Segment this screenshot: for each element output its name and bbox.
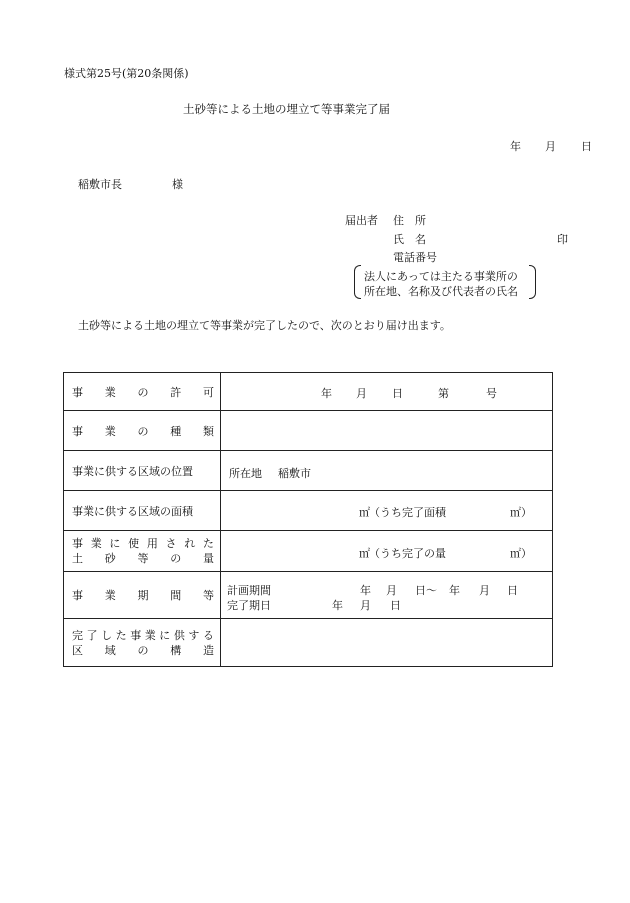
label-char: 可 [203,385,214,399]
row-label-period [64,572,221,619]
permit-value-cell [221,373,553,411]
row-label-line1 [72,536,214,551]
volume-value-cell [221,531,553,572]
location-city: 稲敷市 [278,467,311,480]
date-month: 月 [545,140,556,153]
label-char: 区 [72,643,83,657]
seal-mark: 印 [557,233,568,246]
table-row [64,451,553,491]
label-char: の [137,424,149,438]
done-label: 完了期日 [227,599,271,612]
plan-label: 計画期間 [227,584,271,597]
label-char: 造 [203,643,214,657]
label-char: 使 [128,537,140,550]
label-char: さ [165,537,177,550]
label-char: 完 [72,628,83,642]
label-char: 業 [104,385,116,399]
label-char: 事 [72,424,83,438]
type-value-cell [221,411,553,451]
label-char: 事 [72,589,83,602]
table-row [64,572,553,619]
label-char: た [115,628,127,642]
row-label-location [64,451,221,491]
address-label: 住 所 [393,214,426,227]
label-char: 許 [170,385,182,399]
date-day: 日 [581,140,592,153]
permit-go: 号 [486,387,497,400]
row-label-text [72,587,214,603]
label-char: 構 [170,643,182,657]
permit-year: 年 [321,387,332,400]
label-char: 業 [104,589,116,602]
corporate-note-line1: 法人にあっては主たる事業所の [364,270,518,283]
label-char: 砂 [104,552,116,565]
form-number: 様式第25号(第20条関係) [64,67,189,80]
label-char: 等 [203,589,214,602]
label-char: 事 [72,385,83,399]
row-label-line2 [72,643,214,658]
label-char: し [101,628,113,642]
row-label-text [72,384,214,400]
table-row [64,411,553,451]
area-value-cell [221,491,553,531]
table-row [64,531,553,572]
permit-no: 第 [438,387,449,400]
area-note-close: ㎡） [510,506,532,519]
area-note-open: （うち完了面積 [369,506,446,519]
row-label-volume [64,531,221,572]
label-char: 業 [90,537,102,550]
phone-label: 電話番号 [393,251,437,264]
addressee-name: 稲敷市長 [78,178,122,191]
applicant-label: 届出者 [345,214,378,227]
permit-day: 日 [392,387,403,400]
label-char: た [202,537,214,550]
label-char: 土 [72,552,83,565]
label-char: れ [184,537,196,550]
done-year: 年 [332,599,343,612]
plan-range-sep: 日～ [415,584,437,597]
label-char: の [137,385,149,399]
completion-table [63,372,553,667]
row-label-text [72,423,214,439]
plan-end-year: 年 [449,584,460,597]
plan-start-year: 年 [360,584,371,597]
label-char: る [202,628,214,642]
label-char: 種 [170,424,182,438]
label-char: 業 [104,424,116,438]
volume-note-open: （うち完了の量 [369,547,446,560]
label-char: す [188,628,200,642]
row-label-text: 事業に供する区域の位置 [72,464,193,478]
label-char: 了 [86,628,98,642]
label-char: 事 [72,537,83,550]
name-label: 氏 名 [393,233,426,246]
label-char: の [170,552,182,565]
done-month: 月 [360,599,371,612]
volume-unit: ㎡ [359,547,370,560]
plan-start-month: 月 [386,584,397,597]
corporate-note-line2: 所在地、名称及び代表者の氏名 [364,285,518,298]
body-text: 土砂等による土地の埋立て等事業が完了したので、次のとおり届け出ます。 [78,319,451,332]
left-bracket [354,265,361,299]
label-char: 期 [137,589,149,602]
permit-month: 月 [356,387,367,400]
structure-value-cell [221,619,553,667]
label-char: 業 [144,628,156,642]
page-title: 土砂等による土地の埋立て等事業完了届 [183,102,390,116]
date-year: 年 [510,140,521,153]
label-char: に [109,537,121,550]
table-row [64,619,553,667]
label-char: 域 [104,643,116,657]
label-char: 等 [137,552,149,565]
row-label-permit [64,373,221,411]
table-row [64,491,553,531]
row-label-line1 [72,628,214,643]
label-char: 類 [203,424,214,438]
right-bracket [529,265,536,299]
label-char: 事 [130,628,142,642]
location-value-cell [221,451,553,491]
corporate-note [354,265,536,297]
area-unit: ㎡ [359,506,370,519]
addressee-honorific: 様 [172,178,183,191]
done-day: 日 [390,599,401,612]
row-label-type [64,411,221,451]
row-label-line2 [72,551,214,566]
table-row [64,373,553,411]
label-char: の [137,643,149,657]
row-label-area [64,491,221,531]
label-char: 用 [146,537,158,550]
location-prefix: 所在地 [229,467,262,480]
label-char: 供 [173,628,185,642]
label-char: 間 [170,589,182,602]
label-char: に [159,628,171,642]
plan-end-day: 日 [507,584,518,597]
volume-note-close: ㎡） [510,547,532,560]
row-label-text: 事業に供する区域の面積 [72,504,193,518]
row-label-structure [64,619,221,667]
plan-end-month: 月 [479,584,490,597]
label-char: 量 [203,552,214,565]
period-value-cell [221,572,553,619]
